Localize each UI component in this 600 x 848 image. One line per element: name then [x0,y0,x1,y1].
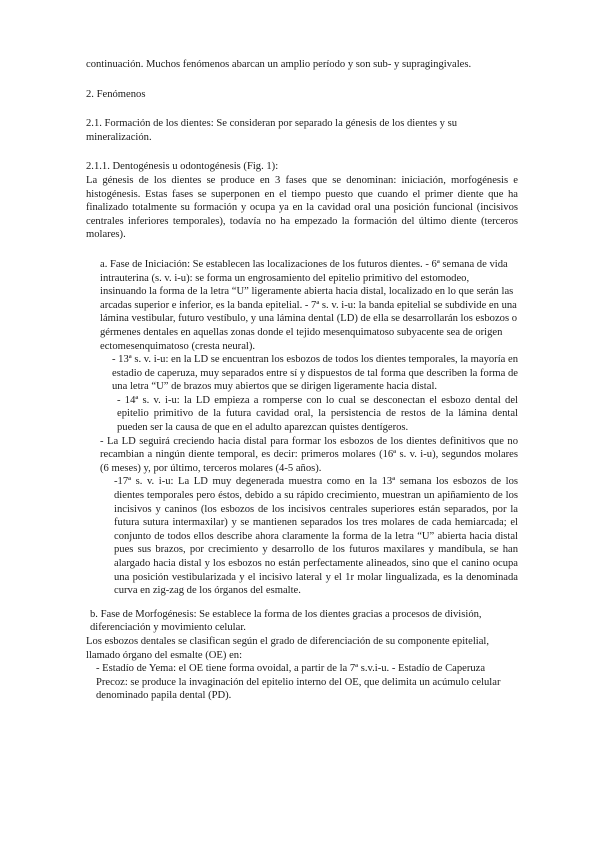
phase-a-week-13-paragraph: - 13ª s. v. i-u: en la LD se encuentran los esbozos de todos los dientes temporales, la mayoría en estadio de caperuza, muy separados entre sí y dispuestos de tal forma que describen la forma de una letra “U” de brazos muy abiertos que se dirigen ligeramente hacia distal. [112,354,518,393]
phase-a-ld-growth-paragraph: - La LD seguirá creciendo hacia distal para formar los esbozos de los dientes definitivos que no recambian a ningún diente temporal, es decir: primeros molares (16ª s. v. i-u), segundos molares (6 meses) y, por último, terceros molares (4-5 años). [100,435,518,474]
section-2-1-1-body: La génesis de los dientes se produce en 3 fases que se denominan: iniciación, morfogénesis e histogénesis. Estas fases se superponen en el tiempo puesto que cuando el primer diente que ha finalizado totalmente su formación y ocupa ya en la cavidad oral una posición funcional (incisivos centrales inferiores temporales), todavía no ha empezado la formación del último diente (terceros molares). [86,174,518,241]
phase-b-morphogenesis-paragraph: b. Fase de Morfogénesis: Se establece la forma de los dientes gracias a procesos de división, diferenciación y movimiento celular. [90,608,482,634]
continuation-paragraph: continuación. Muchos fenómenos abarcan un amplio período y son sub- y supragingivales. [86,59,472,70]
section-2-1-1-heading: 2.1.1. Dentogénesis u odontogénesis (Fig. 1): [86,161,279,173]
phase-a-week-17-paragraph: -17ª s. v. i-u: La LD muy degenerada muestra como en la 13ª semana los esbozos de los dientes temporales pero éstos, debido a su rápido crecimiento, muestran un apiñamiento de los incisivos y caninos (los esbozos de los incisivos centrales superiores están separados, por la futura sutura intermaxilar) y se mantienen separados los tres molares de cada hemiarcada; el conjunto de todos ellos describe ahora claramente la forma de la letra “U” abierta hacia distal pues sus brazos, por crecimiento y desarrollo de los futuros maxilares y mandíbula, se han alargado hacia distal y los esbozos no están perfectamente alineados, sino que el canino ocupa una posición vestibularizada y el incisivo lateral y el 1r molar lingualizada, es la denominada curva en zig-zag de los órganos del esmalte. [114,476,518,597]
phase-a-week-14-paragraph: - 14ª s. v. i-u: la LD empieza a romperse con lo cual se desconectan el esbozo dental del epitelio primitivo de la futura cavidad oral, la persistencia de restos de la lámina dental pueden ser la causa de que en el adulto aparezcan quistes dentígeros. [117,394,518,434]
phase-b-classification-paragraph: Los esbozos dentales se clasifican según el grado de diferenciación de su componente epitelial, llamado órgano del esmalte (OE) en: [86,635,490,661]
phase-b-stages-paragraph: - Estadío de Yema: el OE tiene forma ovoidal, a partir de la 7ª s.v.i-u. - Estadío de Caperuza Precoz: se produce la invaginación del epitelio interno del OE, que delimita un acúmulo celular denominado papila dental (PD). [96,663,501,702]
section-2-1-paragraph: 2.1. Formación de los dientes: Se consideran por separado la génesis de los dientes y su mineralización. [86,118,457,143]
document-page [86,58,518,703]
section-2-heading: 2. Fenómenos [86,88,146,100]
phase-a-initiation-paragraph: a. Fase de Iniciación: Se establecen las localizaciones de los futuros dientes. - 6ª semana de vida intrauterina (s. v. i-u): se forma un engrosamiento del epitelio primitivo del estomodeo, insinuando la forma de la letra “U” ligeramente abierta hacia distal, localizado en lo que serán las arcadas superior e inferior, es la banda epitelial. - 7ª s. v. i-u: la banda epitelial se subdivide en una lámina vestibular, futuro vestíbulo, y una lámina dental (LD) de ella se desarrollarán los esbozos o gérmenes dentales en aquellas zonas donde el tejido mesenquimatoso subyacente sea de origen ectomesenquimatoso (cresta neural). [100,258,518,352]
